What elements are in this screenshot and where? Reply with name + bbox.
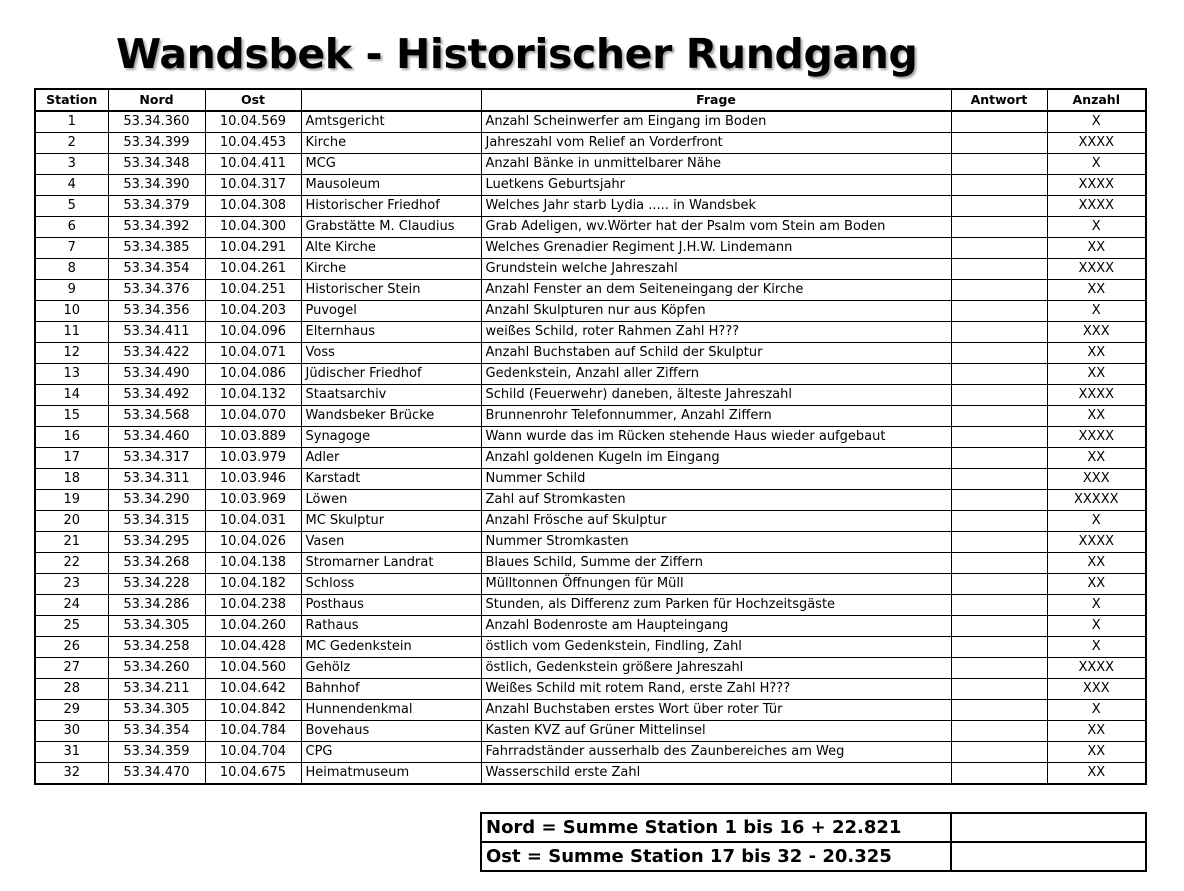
cell-ost: 10.04.086 <box>205 364 301 385</box>
cell-anzahl: X <box>1047 700 1146 721</box>
cell-ort: Stromarner Landrat <box>301 553 481 574</box>
cell-frage: Wasserschild erste Zahl <box>481 763 951 785</box>
cell-nord: 53.34.379 <box>108 196 205 217</box>
cell-antwort[interactable] <box>951 595 1047 616</box>
cell-nord: 53.34.315 <box>108 511 205 532</box>
cell-frage: Fahrradständer ausserhalb des Zaunbereiches am Weg <box>481 742 951 763</box>
cell-anzahl: XXXX <box>1047 196 1146 217</box>
cell-antwort[interactable] <box>951 301 1047 322</box>
table-row <box>35 364 1146 385</box>
cell-station: 10 <box>35 301 108 322</box>
cell-station: 3 <box>35 154 108 175</box>
stations-table <box>34 88 1147 785</box>
cell-ost: 10.04.261 <box>205 259 301 280</box>
cell-ost: 10.04.071 <box>205 343 301 364</box>
cell-ort: CPG <box>301 742 481 763</box>
cell-ort: MC Skulptur <box>301 511 481 532</box>
table-row <box>35 616 1146 637</box>
cell-frage: Wann wurde das im Rücken stehende Haus wieder aufgebaut <box>481 427 951 448</box>
cell-frage: Kasten KVZ auf Grüner Mittelinsel <box>481 721 951 742</box>
cell-ost: 10.04.642 <box>205 679 301 700</box>
cell-station: 5 <box>35 196 108 217</box>
cell-nord: 53.34.492 <box>108 385 205 406</box>
cell-frage: Zahl auf Stromkasten <box>481 490 951 511</box>
cell-station: 15 <box>35 406 108 427</box>
cell-frage: Welches Jahr starb Lydia ..... in Wandsbek <box>481 196 951 217</box>
header-anzahl: Anzahl <box>1047 89 1146 111</box>
cell-station: 25 <box>35 616 108 637</box>
cell-anzahl: XXX <box>1047 469 1146 490</box>
cell-nord: 53.34.360 <box>108 111 205 133</box>
cell-ost: 10.04.784 <box>205 721 301 742</box>
table-row <box>35 154 1146 175</box>
cell-station: 22 <box>35 553 108 574</box>
cell-nord: 53.34.359 <box>108 742 205 763</box>
cell-ort: Grabstätte M. Claudius <box>301 217 481 238</box>
cell-frage: Anzahl Fenster an dem Seiteneingang der Kirche <box>481 280 951 301</box>
cell-anzahl: X <box>1047 637 1146 658</box>
cell-ort: Staatsarchiv <box>301 385 481 406</box>
cell-station: 23 <box>35 574 108 595</box>
cell-frage: Blaues Schild, Summe der Ziffern <box>481 553 951 574</box>
cell-station: 24 <box>35 595 108 616</box>
cell-ort: Adler <box>301 448 481 469</box>
table-row <box>35 111 1146 133</box>
cell-ort: Löwen <box>301 490 481 511</box>
summary-table <box>480 812 1147 872</box>
cell-nord: 53.34.376 <box>108 280 205 301</box>
cell-ort: Amtsgericht <box>301 111 481 133</box>
cell-station: 2 <box>35 133 108 154</box>
cell-ort: Kirche <box>301 133 481 154</box>
cell-ost: 10.04.842 <box>205 700 301 721</box>
cell-anzahl: XXX <box>1047 322 1146 343</box>
cell-ost: 10.03.889 <box>205 427 301 448</box>
cell-antwort[interactable] <box>951 721 1047 742</box>
table-row <box>35 595 1146 616</box>
cell-frage: Nummer Schild <box>481 469 951 490</box>
cell-antwort[interactable] <box>951 490 1047 511</box>
cell-ort: Bahnhof <box>301 679 481 700</box>
cell-nord: 53.34.411 <box>108 322 205 343</box>
cell-station: 14 <box>35 385 108 406</box>
cell-anzahl: XX <box>1047 553 1146 574</box>
cell-station: 29 <box>35 700 108 721</box>
cell-ort: Elternhaus <box>301 322 481 343</box>
table-row <box>35 175 1146 196</box>
cell-frage: Mülltonnen Öffnungen für Müll <box>481 574 951 595</box>
cell-station: 30 <box>35 721 108 742</box>
cell-frage: Anzahl Skulpturen nur aus Köpfen <box>481 301 951 322</box>
cell-ort: Rathaus <box>301 616 481 637</box>
cell-ort: Synagoge <box>301 427 481 448</box>
cell-antwort[interactable] <box>951 111 1047 133</box>
table-row <box>35 343 1146 364</box>
cell-antwort[interactable] <box>951 553 1047 574</box>
cell-anzahl: XXXX <box>1047 427 1146 448</box>
cell-antwort[interactable] <box>951 742 1047 763</box>
cell-ort: MCG <box>301 154 481 175</box>
cell-nord: 53.34.260 <box>108 658 205 679</box>
cell-nord: 53.34.305 <box>108 700 205 721</box>
cell-ost: 10.04.203 <box>205 301 301 322</box>
cell-ort: Voss <box>301 343 481 364</box>
cell-frage: Stunden, als Differenz zum Parken für Hochzeitsgäste <box>481 595 951 616</box>
table-row <box>35 301 1146 322</box>
cell-antwort[interactable] <box>951 238 1047 259</box>
cell-frage: Anzahl Bänke in unmittelbarer Nähe <box>481 154 951 175</box>
table-row <box>35 133 1146 154</box>
cell-station: 26 <box>35 637 108 658</box>
table-row <box>35 448 1146 469</box>
cell-antwort[interactable] <box>951 637 1047 658</box>
cell-anzahl: XXXX <box>1047 259 1146 280</box>
cell-anzahl: X <box>1047 217 1146 238</box>
cell-anzahl: XXXXX <box>1047 490 1146 511</box>
cell-ost: 10.04.260 <box>205 616 301 637</box>
cell-nord: 53.34.311 <box>108 469 205 490</box>
cell-ort: MC Gedenkstein <box>301 637 481 658</box>
cell-antwort[interactable] <box>951 427 1047 448</box>
cell-nord: 53.34.354 <box>108 721 205 742</box>
cell-ost: 10.04.428 <box>205 637 301 658</box>
cell-anzahl: X <box>1047 111 1146 133</box>
cell-frage: Anzahl goldenen Kugeln im Eingang <box>481 448 951 469</box>
cell-ost: 10.04.031 <box>205 511 301 532</box>
cell-station: 8 <box>35 259 108 280</box>
cell-nord: 53.34.295 <box>108 532 205 553</box>
summary-row-ost <box>481 842 1146 871</box>
table-row <box>35 532 1146 553</box>
cell-ort: Hunnendenkmal <box>301 700 481 721</box>
cell-nord: 53.34.390 <box>108 175 205 196</box>
cell-frage: Brunnenrohr Telefonnummer, Anzahl Ziffern <box>481 406 951 427</box>
cell-anzahl: XX <box>1047 406 1146 427</box>
cell-antwort[interactable] <box>951 763 1047 785</box>
cell-ort: Kirche <box>301 259 481 280</box>
cell-ort: Bovehaus <box>301 721 481 742</box>
cell-ort: Historischer Friedhof <box>301 196 481 217</box>
cell-nord: 53.34.470 <box>108 763 205 785</box>
cell-antwort[interactable] <box>951 175 1047 196</box>
cell-antwort[interactable] <box>951 658 1047 679</box>
cell-ost: 10.03.979 <box>205 448 301 469</box>
cell-frage: Luetkens Geburtsjahr <box>481 175 951 196</box>
table-row <box>35 742 1146 763</box>
cell-nord: 53.34.286 <box>108 595 205 616</box>
table-body <box>35 111 1146 784</box>
header-station: Station <box>35 89 108 111</box>
table-row <box>35 553 1146 574</box>
cell-anzahl: XX <box>1047 574 1146 595</box>
cell-ost: 10.04.411 <box>205 154 301 175</box>
cell-frage: Anzahl Buchstaben erstes Wort über roter Tür <box>481 700 951 721</box>
cell-frage: Anzahl Buchstaben auf Schild der Skulptur <box>481 343 951 364</box>
cell-ort: Heimatmuseum <box>301 763 481 785</box>
table-row <box>35 385 1146 406</box>
cell-nord: 53.34.392 <box>108 217 205 238</box>
cell-station: 19 <box>35 490 108 511</box>
cell-station: 9 <box>35 280 108 301</box>
table-row <box>35 406 1146 427</box>
cell-anzahl: XX <box>1047 238 1146 259</box>
cell-ost: 10.04.096 <box>205 322 301 343</box>
cell-antwort[interactable] <box>951 385 1047 406</box>
table-row <box>35 217 1146 238</box>
cell-anzahl: X <box>1047 616 1146 637</box>
cell-antwort[interactable] <box>951 532 1047 553</box>
cell-antwort[interactable] <box>951 406 1047 427</box>
cell-frage: Anzahl Frösche auf Skulptur <box>481 511 951 532</box>
cell-nord: 53.34.211 <box>108 679 205 700</box>
cell-ost: 10.04.317 <box>205 175 301 196</box>
cell-anzahl: XX <box>1047 742 1146 763</box>
summary-value-ost[interactable] <box>951 842 1146 871</box>
cell-station: 1 <box>35 111 108 133</box>
cell-ost: 10.04.291 <box>205 238 301 259</box>
cell-station: 12 <box>35 343 108 364</box>
cell-station: 13 <box>35 364 108 385</box>
cell-antwort[interactable] <box>951 322 1047 343</box>
cell-nord: 53.34.460 <box>108 427 205 448</box>
cell-nord: 53.34.422 <box>108 343 205 364</box>
cell-nord: 53.34.305 <box>108 616 205 637</box>
cell-ost: 10.04.132 <box>205 385 301 406</box>
cell-anzahl: X <box>1047 301 1146 322</box>
cell-anzahl: XXXX <box>1047 133 1146 154</box>
table-row <box>35 700 1146 721</box>
cell-ost: 10.04.569 <box>205 111 301 133</box>
cell-frage: Nummer Stromkasten <box>481 532 951 553</box>
cell-ort: Vasen <box>301 532 481 553</box>
cell-anzahl: X <box>1047 595 1146 616</box>
cell-station: 11 <box>35 322 108 343</box>
cell-antwort[interactable] <box>951 133 1047 154</box>
cell-ort: Mausoleum <box>301 175 481 196</box>
cell-frage: Anzahl Scheinwerfer am Eingang im Boden <box>481 111 951 133</box>
cell-frage: östlich vom Gedenkstein, Findling, Zahl <box>481 637 951 658</box>
cell-nord: 53.34.290 <box>108 490 205 511</box>
cell-nord: 53.34.354 <box>108 259 205 280</box>
cell-anzahl: X <box>1047 511 1146 532</box>
cell-ost: 10.04.453 <box>205 133 301 154</box>
cell-anzahl: XXX <box>1047 679 1146 700</box>
header-ort <box>301 89 481 111</box>
table-row <box>35 679 1146 700</box>
cell-frage: weißes Schild, roter Rahmen Zahl H??? <box>481 322 951 343</box>
cell-nord: 53.34.268 <box>108 553 205 574</box>
cell-station: 21 <box>35 532 108 553</box>
cell-anzahl: XX <box>1047 448 1146 469</box>
cell-nord: 53.34.490 <box>108 364 205 385</box>
cell-frage: Grab Adeligen, wv.Wörter hat der Psalm vom Stein am Boden <box>481 217 951 238</box>
table-header-row <box>35 89 1146 111</box>
cell-nord: 53.34.317 <box>108 448 205 469</box>
cell-station: 7 <box>35 238 108 259</box>
summary-row-nord <box>481 813 1146 842</box>
cell-frage: Anzahl Bodenroste am Haupteingang <box>481 616 951 637</box>
table-row <box>35 574 1146 595</box>
cell-nord: 53.34.399 <box>108 133 205 154</box>
cell-antwort[interactable] <box>951 700 1047 721</box>
cell-nord: 53.34.568 <box>108 406 205 427</box>
cell-frage: Gedenkstein, Anzahl aller Ziffern <box>481 364 951 385</box>
cell-anzahl: XXXX <box>1047 385 1146 406</box>
header-nord: Nord <box>108 89 205 111</box>
table-row <box>35 658 1146 679</box>
cell-ort: Posthaus <box>301 595 481 616</box>
cell-antwort[interactable] <box>951 511 1047 532</box>
cell-antwort[interactable] <box>951 217 1047 238</box>
cell-ost: 10.04.238 <box>205 595 301 616</box>
cell-frage: Weißes Schild mit rotem Rand, erste Zahl H??? <box>481 679 951 700</box>
cell-station: 28 <box>35 679 108 700</box>
header-frage: Frage <box>481 89 951 111</box>
cell-ort: Jüdischer Friedhof <box>301 364 481 385</box>
cell-station: 16 <box>35 427 108 448</box>
cell-nord: 53.34.258 <box>108 637 205 658</box>
cell-ort: Gehölz <box>301 658 481 679</box>
cell-anzahl: X <box>1047 154 1146 175</box>
cell-station: 31 <box>35 742 108 763</box>
cell-station: 18 <box>35 469 108 490</box>
cell-ort: Alte Kirche <box>301 238 481 259</box>
table-row <box>35 763 1146 785</box>
cell-antwort[interactable] <box>951 574 1047 595</box>
cell-ost: 10.04.026 <box>205 532 301 553</box>
cell-anzahl: XXXX <box>1047 532 1146 553</box>
page-title: Wandsbek - Historischer Rundgang <box>116 30 918 78</box>
table-row <box>35 511 1146 532</box>
cell-ort: Puvogel <box>301 301 481 322</box>
summary-value-nord[interactable] <box>951 813 1146 842</box>
table-row <box>35 280 1146 301</box>
table-row <box>35 427 1146 448</box>
cell-frage: Schild (Feuerwehr) daneben, älteste Jahreszahl <box>481 385 951 406</box>
cell-frage: Jahreszahl vom Relief an Vorderfront <box>481 133 951 154</box>
header-antwort: Antwort <box>951 89 1047 111</box>
cell-station: 17 <box>35 448 108 469</box>
table-row <box>35 721 1146 742</box>
cell-ort: Schloss <box>301 574 481 595</box>
cell-ost: 10.04.704 <box>205 742 301 763</box>
cell-antwort[interactable] <box>951 154 1047 175</box>
cell-station: 6 <box>35 217 108 238</box>
table-row <box>35 322 1146 343</box>
table-row <box>35 490 1146 511</box>
cell-ost: 10.04.182 <box>205 574 301 595</box>
cell-antwort[interactable] <box>951 343 1047 364</box>
header-ost: Ost <box>205 89 301 111</box>
cell-antwort[interactable] <box>951 469 1047 490</box>
cell-ort: Wandsbeker Brücke <box>301 406 481 427</box>
cell-anzahl: XXXX <box>1047 658 1146 679</box>
cell-anzahl: XX <box>1047 343 1146 364</box>
cell-antwort[interactable] <box>951 616 1047 637</box>
table-row <box>35 196 1146 217</box>
cell-anzahl: XX <box>1047 721 1146 742</box>
table-row <box>35 637 1146 658</box>
cell-antwort[interactable] <box>951 259 1047 280</box>
cell-nord: 53.34.356 <box>108 301 205 322</box>
summary-label-ost: Ost = Summe Station 17 bis 32 - 20.325 <box>481 842 951 871</box>
cell-ort: Historischer Stein <box>301 280 481 301</box>
table-row <box>35 259 1146 280</box>
cell-ost: 10.04.675 <box>205 763 301 785</box>
cell-ost: 10.04.070 <box>205 406 301 427</box>
cell-station: 27 <box>35 658 108 679</box>
cell-anzahl: XX <box>1047 763 1146 785</box>
cell-anzahl: XXXX <box>1047 175 1146 196</box>
cell-nord: 53.34.385 <box>108 238 205 259</box>
cell-anzahl: XX <box>1047 364 1146 385</box>
cell-station: 32 <box>35 763 108 785</box>
cell-ost: 10.04.560 <box>205 658 301 679</box>
cell-nord: 53.34.348 <box>108 154 205 175</box>
cell-ost: 10.03.946 <box>205 469 301 490</box>
cell-station: 4 <box>35 175 108 196</box>
summary-label-nord: Nord = Summe Station 1 bis 16 + 22.821 <box>481 813 951 842</box>
cell-ost: 10.04.251 <box>205 280 301 301</box>
cell-ost: 10.04.300 <box>205 217 301 238</box>
cell-antwort[interactable] <box>951 196 1047 217</box>
cell-antwort[interactable] <box>951 280 1047 301</box>
cell-antwort[interactable] <box>951 679 1047 700</box>
cell-ost: 10.04.138 <box>205 553 301 574</box>
cell-antwort[interactable] <box>951 364 1047 385</box>
table-row <box>35 238 1146 259</box>
cell-frage: Grundstein welche Jahreszahl <box>481 259 951 280</box>
cell-frage: östlich, Gedenkstein größere Jahreszahl <box>481 658 951 679</box>
cell-station: 20 <box>35 511 108 532</box>
cell-nord: 53.34.228 <box>108 574 205 595</box>
cell-frage: Welches Grenadier Regiment J.H.W. Lindemann <box>481 238 951 259</box>
cell-antwort[interactable] <box>951 448 1047 469</box>
cell-ost: 10.03.969 <box>205 490 301 511</box>
cell-ort: Karstadt <box>301 469 481 490</box>
cell-anzahl: XX <box>1047 280 1146 301</box>
table-row <box>35 469 1146 490</box>
cell-ost: 10.04.308 <box>205 196 301 217</box>
